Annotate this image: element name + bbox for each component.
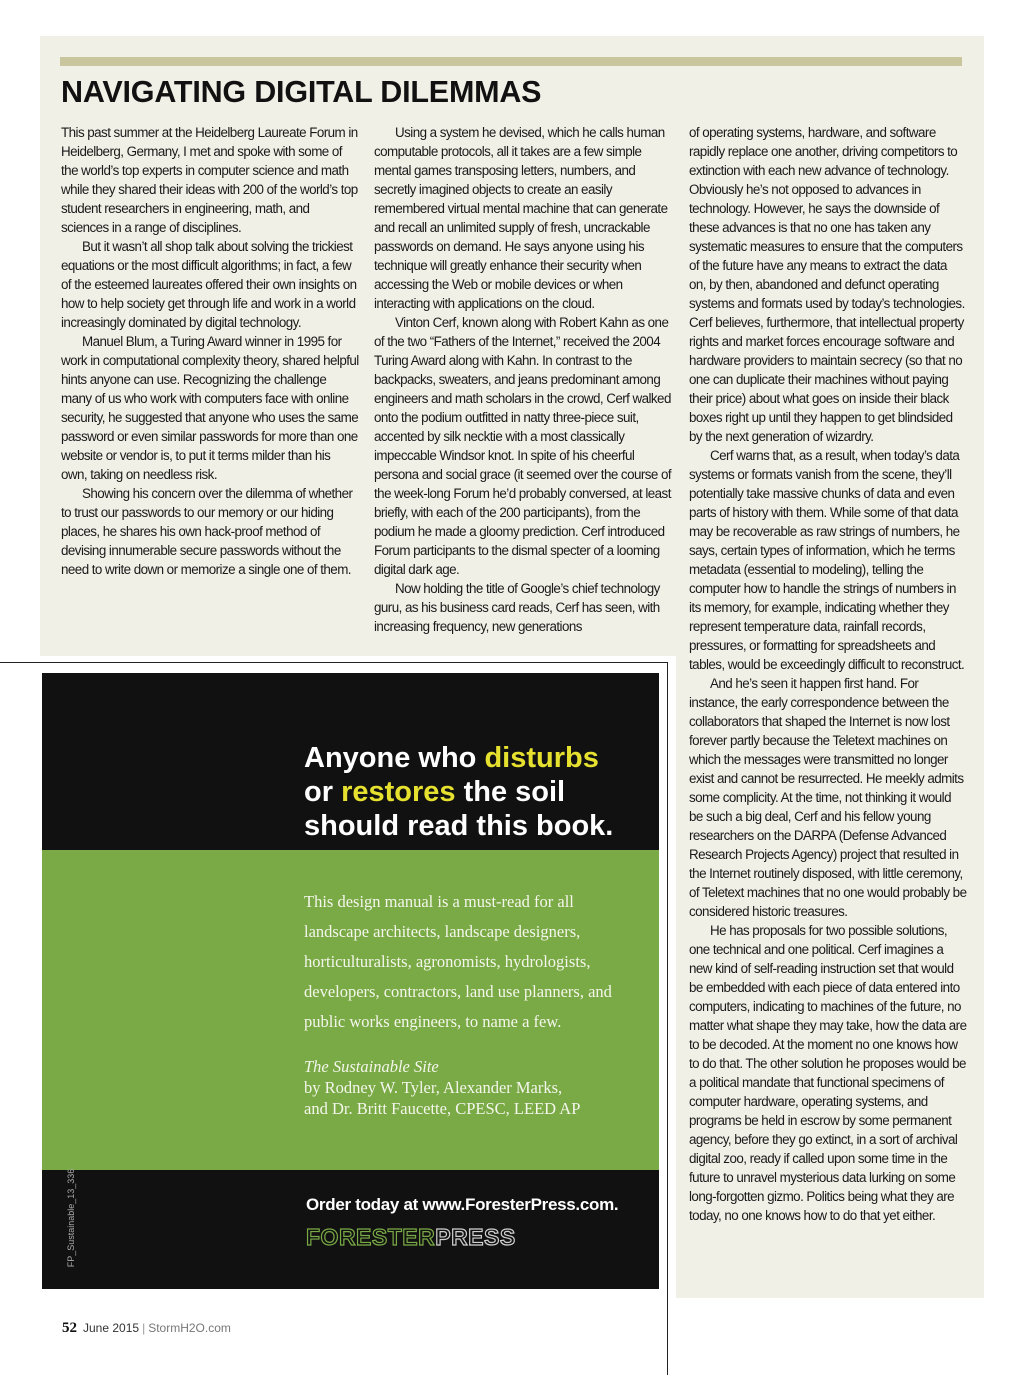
ad-headline-highlight: restores xyxy=(341,776,456,808)
paragraph: He has proposals for two possible solutions, one technical and one political. Cerf imagines a new kind of self-reading instruction set that would be embedded with each piece of data entered into computers, indicating to machines of the future, no matter what shape they may take, how the data are to be decoded. At the moment no one knows how to do that. The other solution he proposes would be a political mandate that functional specimens of computer hardware, operating systems, and programs be held in escrow by some permanent agency, before they go extinct, in a sort of archival digital zoo, ready if called upon some time in the future to unravel mysterious data lurking on some long-forgotten gizmo. Politics being what they are today, no one knows how to do that yet either. xyxy=(689,923,967,1223)
header-rule xyxy=(60,57,962,66)
paragraph: Showing his concern over the dilemma of whether to trust our passwords to our memory or our hiding places, he shares his own hack-proof method of devising innumerable secure passwords without the need to write down or memorize a single one of them. xyxy=(61,486,353,577)
paragraph: Now holding the title of Google’s chief technology guru, as his business card reads, Cerf has seen, with increasing frequency, new generations xyxy=(374,581,660,634)
paragraph: Using a system he devised, which he calls human computable protocols, all it takes are a few simple mental games transposing letters, numbers, and secretly imagined objects to create an easily remembered virtual mental machine that can generate and recall an unlimited supply of fresh, uncrackable passwords on demand. He says anyone using his technique will greatly enhance their security when accessing the Web or mobile devices or when interacting with applications on the cloud. xyxy=(374,125,668,311)
forester-press-logo xyxy=(306,1224,516,1251)
article-headline: NAVIGATING DIGITAL DILEMMAS xyxy=(61,75,542,109)
footer-separator: | xyxy=(142,1321,146,1335)
logo-text: FORESTER xyxy=(306,1224,436,1250)
paragraph: But it wasn’t all shop talk about solving the trickiest equations or the most difficult algorithms; in fact, a few of the esteemed laureates offered their own insights on how to help society get through life and work in a world increasingly dominated by digital technology. xyxy=(61,239,357,330)
page-footer xyxy=(62,1320,231,1337)
ad-book-credit xyxy=(304,1056,644,1119)
ad-headline xyxy=(304,741,654,843)
ad-headline-highlight: disturbs xyxy=(484,742,599,774)
article-column-1 xyxy=(61,123,359,579)
ad-book-title: The Sustainable Site xyxy=(304,1057,439,1076)
ad-headline-text: should read this book. xyxy=(304,810,614,842)
paragraph: Manuel Blum, a Turing Award winner in 1995 for work in computational complexity theory, shared helpful hints anyone can use. Recognizing the challenge many of us who work with computers face with online security, he suggested that anyone who uses the same password or even similar passwords for more than one website or vendor is, to put it terms milder than his own, taking on needless risk. xyxy=(61,334,359,482)
ad-frame-line xyxy=(0,662,668,663)
page-number: 52 xyxy=(62,1320,77,1336)
issue-date: June 2015 xyxy=(83,1321,140,1335)
footer-site: StormH2O.com xyxy=(148,1321,231,1335)
paragraph: This past summer at the Heidelberg Laureate Forum in Heidelberg, Germany, I met and spoke with some of the world’s top experts in computer science and math while they shared their ideas with 200 of the world’s top student researchers in engineering, math, and sciences in a range of disciplines. xyxy=(61,125,358,235)
advertisement[interactable] xyxy=(42,673,659,1289)
paragraph: Cerf warns that, as a result, when today’s data systems or formats vanish from the scene, they’ll potentially take massive chunks of data and even parts of history with them. While some of that data may be recoverable as raw strings of numbers, he says, certain types of information, which he terms metadata (essential to modeling), telling the computer how to handle the strings of numbers in its memory, for example, indicating whether they represent temperature data, rainfall records, pressures, or formatting for spreadsheets and tables, would be exceedingly difficult to reconstruct. xyxy=(689,448,965,672)
ad-headline-text: or xyxy=(304,776,342,808)
ad-order-link[interactable]: Order today at www.ForesterPress.com. xyxy=(306,1195,619,1214)
paragraph: of operating systems, hardware, and software rapidly replace one another, driving competitors to extinction with each new advance of technology. Obviously he’s not opposed to advances in technology. However, he says the downside of these advances is that no one has taken any systematic measures to ensure that the computers of the future have any means to extract the data on, by then, abandoned and defunct operating systems and formats used by today’s technologies. Cerf believes, furthermore, that intellectual property rights and market forces encourage software and hardware providers to maintain secrecy (so that no one can duplicate their machines without paying their price) about what goes on inside their black boxes right up until they happen to get blindsided by the next generation of wizardry. xyxy=(689,125,965,444)
ad-headline-text: Anyone who xyxy=(304,742,485,774)
ad-headline-text: the soil xyxy=(455,776,566,808)
logo-text: PRESS xyxy=(435,1224,516,1250)
ad-body-text: This design manual is a must-read for all landscape architects, landscape designers, horticulturalists, agronomists, hydrologists, developers, contractors, land use planners, and public works engineers, to name a few. xyxy=(304,892,612,1031)
paragraph: Vinton Cerf, known along with Robert Kahn as one of the two “Fathers of the Internet,” received the 2004 Turing Award along with Kahn. In contrast to the backpacks, sweaters, and jeans predominant among engineers and math scholars in the crowd, Cerf walked onto the podium outfitted in natty three-piece suit, accented by silk necktie with a most classically impeccable Windsor knot. In spite of his cheerful persona and social grace (it seemed over the course of the week-long Forum he’d probably conversed, at least briefly, with each of the 200 participants), from the podium he made a gloomy prediction. Cerf introduced Forum participants to the dismal specter of a looming digital dark age. xyxy=(374,315,672,577)
ad-book-authors: and Dr. Britt Faucette, CPESC, LEED AP xyxy=(304,1099,581,1118)
article-column-3 xyxy=(689,123,967,1225)
ad-frame-line xyxy=(667,662,668,1375)
article-column-2 xyxy=(374,123,672,636)
ad-code: FP_Sustainable_13_336 xyxy=(66,1168,76,1268)
paragraph: And he’s seen it happen first hand. For instance, the early correspondence between the collaborators that shaped the Internet is now lost forever partly because the Teletext machines on which the messages were transmitted no longer exist and cannot be resurrected. He meekly admits some complicity. At the time, not thinking it would be such a big deal, Cerf and his fellow young researchers on the DARPA (Defense Advanced Research Projects Agency) project that resulted in the Internet routinely disposed, with little ceremony, of Teletext machines that no one would probably be considered historic treasures. xyxy=(689,676,967,919)
ad-book-authors: by Rodney W. Tyler, Alexander Marks, xyxy=(304,1078,563,1097)
